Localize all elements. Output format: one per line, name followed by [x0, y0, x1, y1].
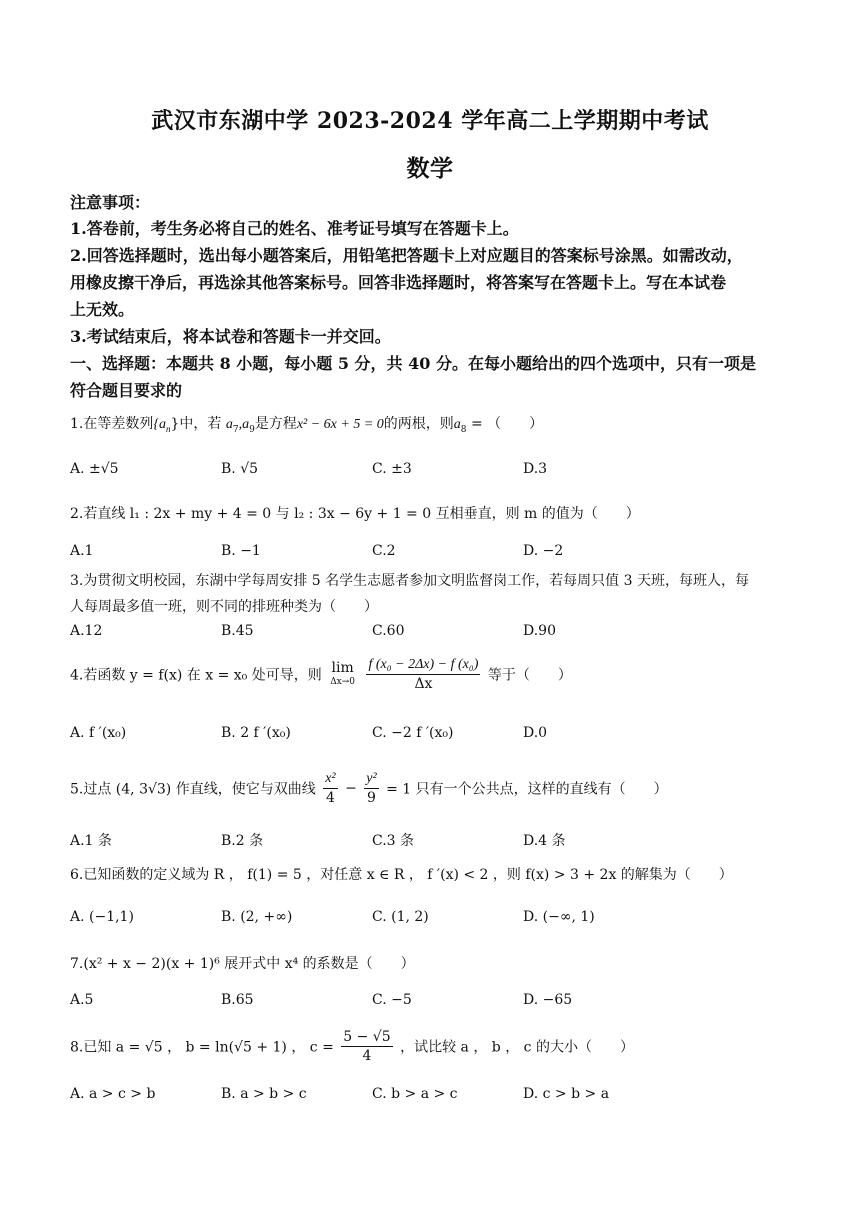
question-3-option-b: B.45: [221, 623, 254, 639]
question-7-option-b: B.65: [221, 992, 254, 1008]
question-1-option-c: C. ±3: [372, 461, 412, 477]
question-8-option-a: A. a > c > b: [70, 1086, 156, 1102]
question-7-option-a: A.5: [70, 992, 94, 1008]
question-2-option-d: D. −2: [523, 543, 564, 559]
question-4-fraction: $\frac{\text{f (x₀ − 2Δx) − f (x₀)}}{\Delta x}$: [368, 657, 479, 692]
question-6-option-d: D. (−∞, 1): [523, 909, 595, 925]
question-3-stem-line-2: 人每周最多值一班，则不同的排班种类为（ ）: [70, 599, 378, 615]
question-5-stem: 5.过点 (4, 3√3) 作直线，使它与双曲线 $\frac{\text{x²}}{4}$ − $\frac{\text{y²}}{9}$ = 1 只有一个公共点，这样的直线有（ ）: [70, 771, 668, 806]
question-8-option-b: B. a > b > c: [221, 1086, 307, 1102]
section-heading-line-1: 一、选择题：本题共 8 小题，每小题 5 分，共 40 分。在每小题给出的四个选项中，只有一项是: [70, 354, 756, 373]
question-8-stem: 8.已知 a = √5 ， b = ln(√5 + 1) ， c = $\frac{5 - √5}{4}$ ，试比较 a ， b ， c 的大小（ ）: [70, 1029, 634, 1064]
limit-operator: lim Δx→0: [330, 659, 356, 687]
section-heading-line-2: 符合题目要求的: [70, 381, 183, 400]
question-4-option-a: A. f ′(x₀): [70, 725, 127, 741]
question-8-fraction: $\frac{5 - √5}{4}$: [343, 1029, 391, 1064]
subject-title: 数学: [406, 155, 454, 182]
question-5-fraction-y: $\frac{\text{y²}}{9}$: [366, 771, 377, 806]
note-2-line-2: 用橡皮擦干净后，再选涂其他答案标号。回答非选择题时，将答案写在答题卡上。写在本试卷: [70, 273, 727, 292]
note-2-line-1: 2.回答选择题时，选出每小题答案后，用铅笔把答题卡上对应题目的答案标号涂黑。如需改动，: [70, 246, 743, 265]
question-1-option-a: A. ±√5: [70, 461, 119, 477]
question-2-option-a: A.1: [70, 543, 94, 559]
question-1-option-d: D.3: [523, 461, 548, 477]
question-7-stem: 7.(x² + x − 2)(x + 1)⁶ 展开式中 x⁴ 的系数是（ ）: [70, 956, 415, 972]
question-4-option-d: D.0: [523, 725, 548, 741]
question-7-option-d: D. −65: [523, 992, 573, 1008]
question-6-stem: 6.已知函数的定义域为 R ， f(1) = 5 ，对任意 x ∈ R ， f ′(x) < 2 ，则 f(x) > 3 + 2x 的解集为（ ）: [70, 867, 733, 883]
note-2-line-3: 上无效。: [70, 300, 135, 319]
question-5-option-b: B.2 条: [221, 833, 264, 849]
question-1-stem: 1.在等差数列$\{a_n\}$中，若 $a_7,a_9$是方程x² − 6x + 5 = 0的两根，则$a_8$ = （ ）: [70, 416, 544, 435]
question-4-stem: 4.若函数 y = f(x) 在 x = x₀ 处可导，则 lim Δx→0 $\frac{\text{f (x₀ − 2Δx) − f (x₀)}}{\Delta x}$ 等于（ ）: [70, 657, 572, 692]
exam-title: 武汉市东湖中学 2023-2024 学年高二上学期期中考试: [151, 108, 709, 134]
question-3-option-d: D.90: [523, 623, 556, 639]
question-6-option-a: A. (−1,1): [70, 909, 134, 925]
question-4-option-c: C. −2 f ′(x₀): [372, 725, 454, 741]
question-8-option-d: D. c > b > a: [523, 1086, 610, 1102]
question-2-option-b: B. −1: [221, 543, 261, 559]
question-6-option-c: C. (1, 2): [372, 909, 429, 925]
question-5-fraction-x: $\frac{\text{x²}}{4}$: [325, 771, 336, 806]
question-5-option-d: D.4 条: [523, 833, 566, 849]
question-5-option-c: C.3 条: [372, 833, 415, 849]
question-3-option-c: C.60: [372, 623, 405, 639]
notes-heading: 注意事项：: [70, 193, 151, 212]
question-2-stem: 2.若直线 l₁ : 2x + my + 4 = 0 与 l₂ : 3x − 6y + 1 = 0 互相垂直，则 m 的值为（ ）: [70, 506, 640, 522]
question-3-option-a: A.12: [70, 623, 103, 639]
question-7-option-c: C. −5: [372, 992, 412, 1008]
question-1-option-b: B. √5: [221, 461, 259, 477]
question-6-option-b: B. (2, +∞): [221, 909, 293, 925]
question-8-option-c: C. b > a > c: [372, 1086, 458, 1102]
note-1: 1.答卷前，考生务必将自己的姓名、准考证号填写在答题卡上。: [70, 219, 519, 238]
question-3-stem-line-1: 3.为贯彻文明校园，东湖中学每周安排 5 名学生志愿者参加文明监督岗工作，若每周只值 3 天班，每班人，每: [70, 573, 749, 589]
question-4-option-b: B. 2 f ′(x₀): [221, 725, 291, 741]
question-2-option-c: C.2: [372, 543, 396, 559]
note-3: 3.考试结束后，将本试卷和答题卡一并交回。: [70, 327, 391, 346]
question-5-option-a: A.1 条: [70, 833, 112, 849]
